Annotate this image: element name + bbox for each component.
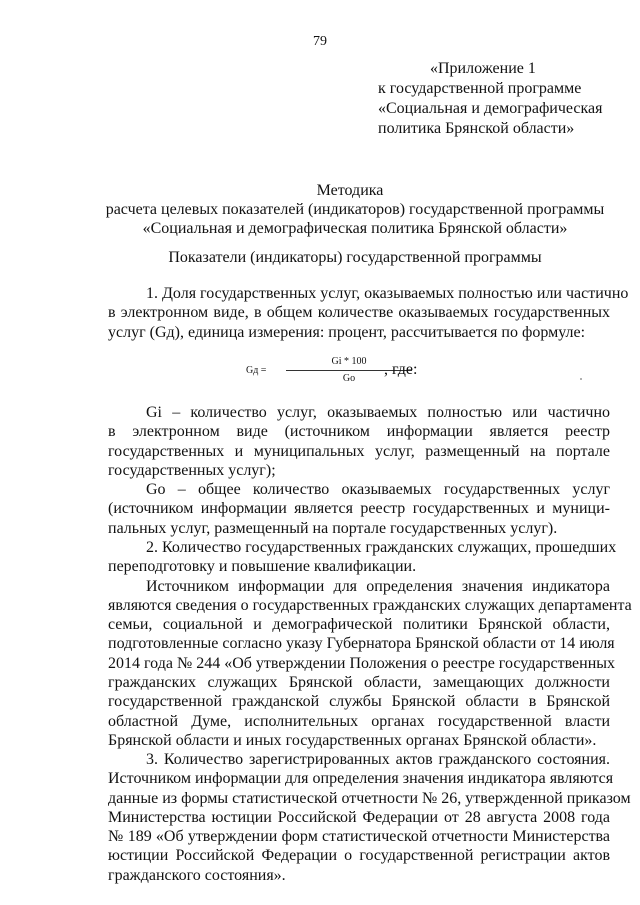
title-subtitle: расчета целевых показателей (индикаторов) государственной программы [105, 201, 605, 218]
item-3-paragraph [108, 750, 631, 885]
definition-go [108, 480, 610, 538]
text-line: государственной гражданской службы Брянской области в Брянской [108, 693, 610, 711]
text-line: Источником информации для определения значения индикатора являются [108, 770, 614, 788]
text-line: юстиции Российской Федерации о государственной регистрации актов [108, 847, 610, 865]
section-heading: Показатели (индикаторы) государственной программы [168, 249, 542, 266]
text-line: в электронном виде (источником информации является реестр [108, 423, 610, 441]
text-line: 2014 года № 244 «Об утверждении Положения о реестре государственных [108, 654, 616, 672]
text-line: областной Думе, исполнительных органах государственной власти [108, 712, 610, 730]
text-line: в электронном виде, в общем количестве оказываемых государственных [108, 304, 610, 322]
page-number: 79 [313, 34, 327, 49]
text-line: данные из формы статистической отчетности № 26, утвержденной приказом [108, 789, 631, 807]
text-line: Брянской области и иных государственных органах Брянской области». [108, 731, 597, 749]
text-line: Министерства юстиции Российской Федерации от 28 августа 2008 года [108, 808, 610, 826]
text-line: 2. Количество государственных гражданских служащих, прошедших [146, 539, 617, 556]
text-line: государственных и муниципальных услуг, размещенный на портале [108, 442, 610, 460]
text-line: 3. Количество зарегистрированных актов гражданского состояния. [146, 751, 610, 768]
title-main: Методика [316, 182, 384, 199]
text-line: переподготовку и повышение квалификации. [108, 558, 417, 576]
text-line: Go – общее количество оказываемых государственных услуг [146, 481, 610, 498]
definition-gi [108, 403, 610, 480]
appendix-line: «Приложение 1 [430, 60, 536, 77]
text-line: государственных услуг); [108, 461, 276, 479]
appendix-header [378, 59, 628, 139]
appendix-line: к государственной программе [378, 80, 582, 97]
text-line: Источником информации для определения значения индикатора [146, 577, 610, 595]
text-line: семьи, социальной и демографической политики Брянской области, [108, 616, 610, 634]
text-line: № 189 «Об утверждении форм статистической отчетности Министерства [108, 828, 610, 846]
text-line: (источником информации является реестр государственных и муници- [108, 500, 610, 518]
text-line: пальных услуг, размещенный на портале государственных услуг). [108, 519, 558, 537]
text-line: подготовленные согласно указу Губернатора Брянской области от 14 июля [108, 635, 615, 653]
formula-numerator: Gi * 100 [331, 356, 367, 367]
appendix-line: «Социальная и демографическая [378, 100, 603, 117]
text-line: 1. Доля государственных услуг, оказываемых полностью или частично [146, 285, 629, 302]
formula [246, 356, 446, 386]
title-subtitle: «Социальная и демографическая политика Брянской области» [142, 220, 568, 237]
text-line: Gi – количество услуг, оказываемых полностью или частично [146, 404, 610, 421]
item-2-paragraph [108, 538, 632, 750]
text-line: гражданских служащих Брянской области, замещающих должности [108, 674, 610, 692]
formula-denominator: Go [342, 373, 356, 384]
text-line: гражданского состояния». [108, 866, 286, 884]
formula-suffix: , где: [384, 361, 418, 378]
document-title [0, 181, 640, 238]
text-line: услуг (Gд), единица измерения: процент, рассчитывается по формуле: [108, 323, 586, 341]
text-line: являются сведения о государственных гражданских служащих департамента [108, 596, 632, 614]
formula-lhs: Gд = [246, 365, 267, 376]
scan-speck [580, 378, 582, 380]
appendix-line: политика Брянской области» [378, 120, 575, 137]
item-1-paragraph [108, 284, 629, 342]
